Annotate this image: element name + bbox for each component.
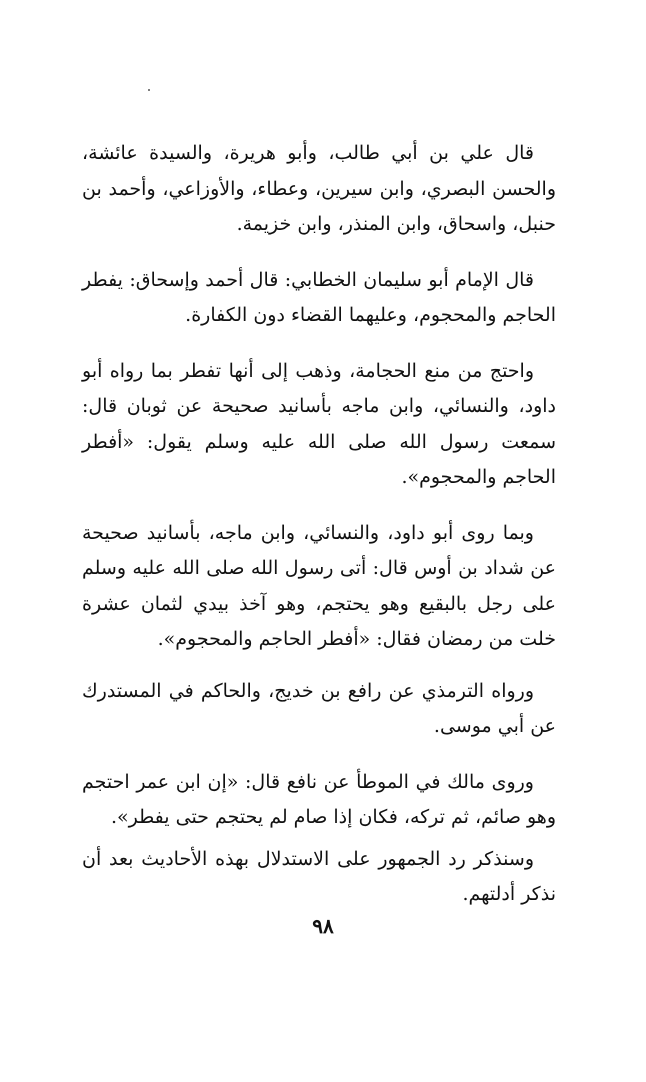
scan-speck xyxy=(148,89,150,91)
body-text xyxy=(82,136,556,913)
paragraph-5: ورواه الترمذي عن رافع بن خديج، والحاكم في المستدرك عن أبي موسى. xyxy=(82,679,556,737)
paragraph-6: وروى مالك في الموطأ عن نافع قال: «إن ابن عمر احتجم وهو صائم، ثم تركه، فكان إذا صام لم يحتجم حتى يفطر». xyxy=(82,770,556,828)
paragraph-4: وبما روى أبو داود، والنسائي، وابن ماجه، بأسانيد صحيحة عن شداد بن أوس قال: أتى رسول الله صلى الله عليه وسلم على رجل بالبقيع وهو يحتجم، وهو آخذ بيدي لثمان عشرة خلت من رمضان فقال: «أفطر الحاجم والمحجوم». xyxy=(82,521,556,650)
paragraph-3: واحتج من منع الحجامة، وذهب إلى أنها تفطر بما رواه أبو داود، والنسائي، وابن ماجه بأسانيد صحيحة عن ثوبان قال: سمعت رسول الله صلى الله عليه وسلم يقول: «أفطر الحاجم والمحجوم». xyxy=(82,359,556,488)
page-number: ٩٨ xyxy=(312,914,334,938)
paragraph-2: قال الإمام أبو سليمان الخطابي: قال أحمد وإسحاق: يفطر الحاجم والمحجوم، وعليهما القضاء دون الكفارة. xyxy=(82,268,556,326)
paragraph-1: قال علي بن أبي طالب، وأبو هريرة، والسيدة عائشة، والحسن البصري، وابن سيرين، وعطاء، والأوزاعي، وأحمد بن حنبل، واسحاق، وابن المنذر، وابن خزيمة. xyxy=(82,142,556,235)
paragraph-7: وسنذكر رد الجمهور على الاستدلال بهذه الأحاديث بعد أن نذكر أدلتهم. xyxy=(82,847,556,905)
